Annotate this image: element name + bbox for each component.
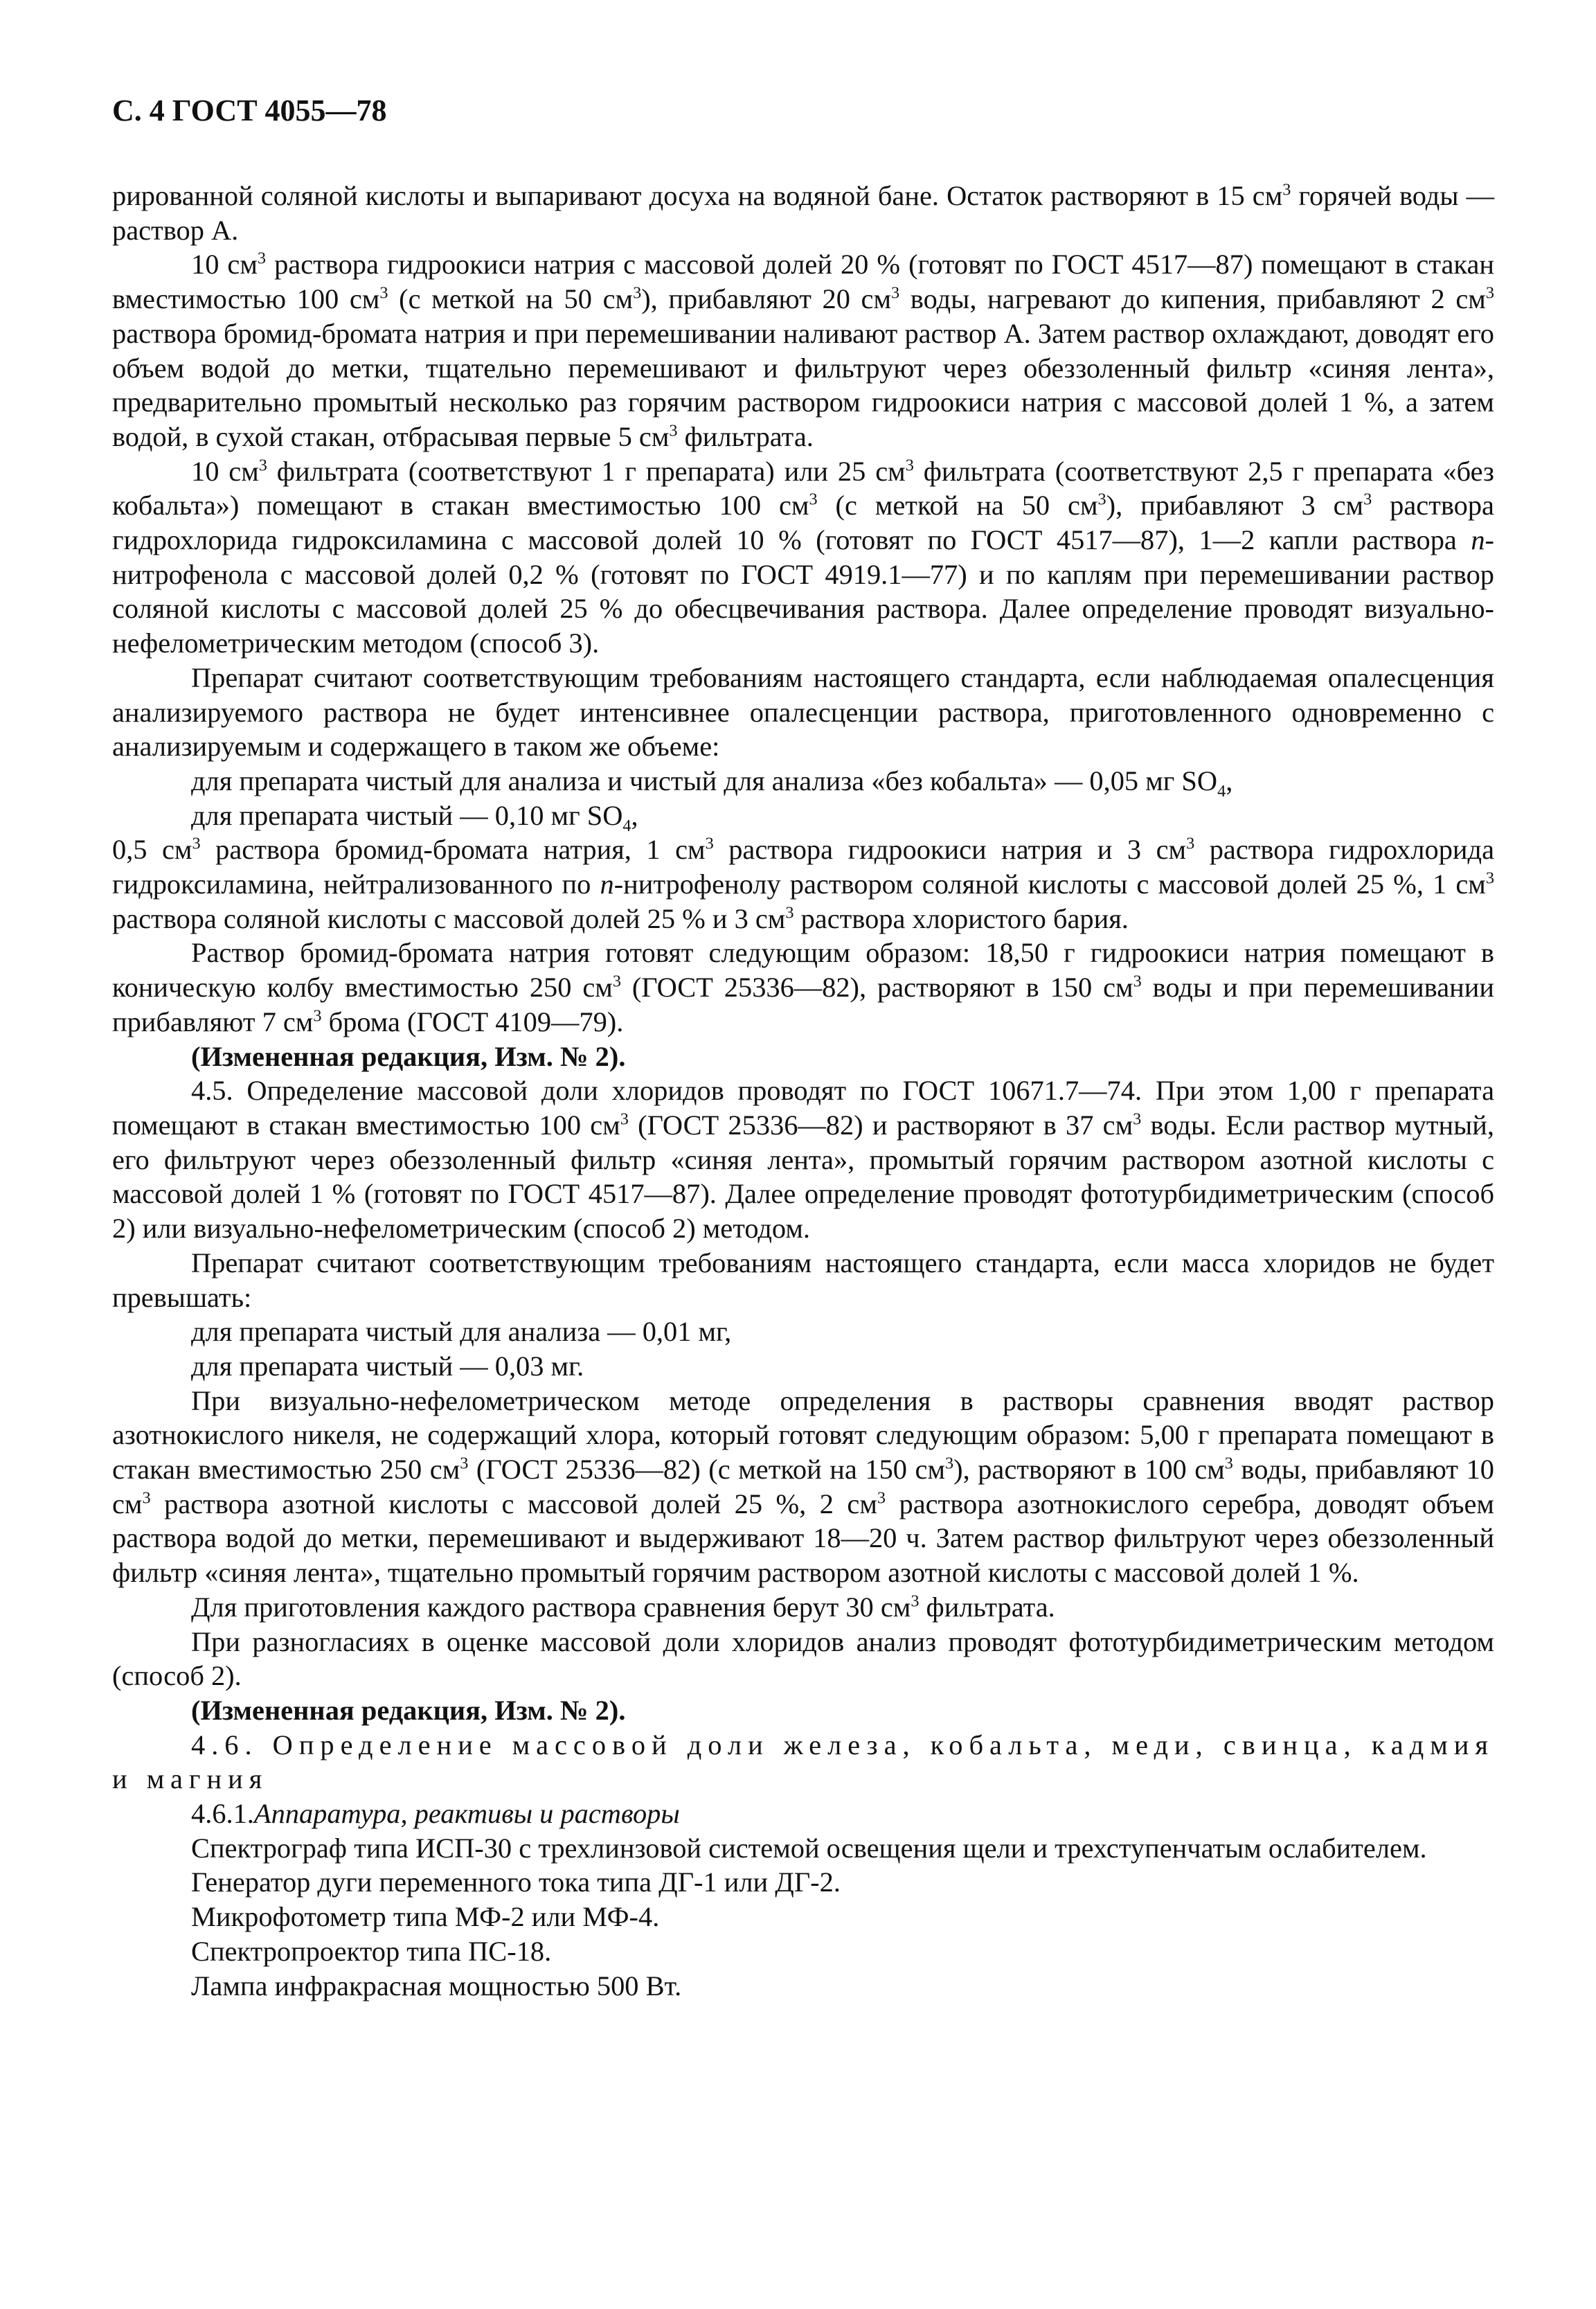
list-item: для препарата чистый для анализа — 0,01 мг, [191, 1316, 732, 1348]
subsection-title: Аппаратура, реактивы и растворы [253, 1798, 680, 1830]
subsection-4-6-1-heading [112, 1797, 1494, 1831]
list-item: для препарата чистый — 0,03 мг. [191, 1350, 584, 1382]
section-4-6-heading: 4.6. Определение массовой доли железа, кобальта, меди, свинца, кадмия и магния [112, 1729, 1494, 1795]
list-item: для препарата чистый для анализа и чистый для анализа «без кобальта» — 0,05 мг $SO_4$, [191, 765, 1233, 801]
list-item: Микрофотометр типа МФ-2 или МФ-4. [191, 1901, 660, 1933]
running-header: С. 4 ГОСТ 4055—78 [112, 93, 387, 127]
paragraph: 10 $см^3$ раствора гидроокиси натрия с массовой долей 20 % (готовят по ГОСТ 4517—87) помещают в стакан вместимостью 100 $см^3$ (с меткой на 50 $см^3$), прибавляют 20 $см^3$ воды, нагревают до кипения, прибавляют 2 $см^3$ раствора бромид-бромата натрия и при перемешивании наливают раствор А. Затем раствор охлаждают, доводят его объем водой до метки, тщательно перемешивают и фильтруют через обеззоленный фильтр «синяя лента», предварительно промытый несколько раз горячим раствором гидроокиси натрия с массовой долей 1 %, а затем водой, в сухой стакан, отбрасывая первые 5 $см^3$ фильтрата. [112, 249, 1494, 452]
paragraph: Препарат считают соответствующим требованиям настоящего стандарта, если масса хлоридов не будет превышать: [112, 1247, 1494, 1313]
paragraph: 0,5 $см^3$ раствора бромид-бромата натрия, 1 $см^3$ раствора гидроокиси натрия и 3 $см^3$ раствора гидрохлорида гидроксиламина, нейтрализованного по n-нитрофенолу раствором соляной кислоты с массовой долей 25 %, 1 $см^3$ раствора соляной кислоты с массовой долей 25 % и 3 $см^3$ раствора хлористого бария. [112, 834, 1495, 934]
paragraph: Раствор бромид-бромата натрия готовят следующим образом: 18,50 г гидроокиси натрия помещают в коническую колбу вместимостью 250 $см^3$ (ГОСТ 25336—82), растворяют в 150 $см^3$ воды и при перемешивании прибавляют 7 $см^3$ брома (ГОСТ 4109—79). [112, 937, 1494, 1037]
list-item: для препарата чистый — 0,10 мг $SO_4$, [191, 799, 638, 835]
section-4-5: 4.5. Определение массовой доли хлоридов проводят по ГОСТ 10671.7—74. При этом 1,00 г препарата помещают в стакан вместимостью 100 $см^3$ (ГОСТ 25336—82) и растворяют в 37 $см^3$ воды. Если раствор мутный, его фильтруют через обеззоленный фильтр «синяя лента», промытый горячим раствором азотной кислоты с массовой долей 1 % (готовят по ГОСТ 4517—87). Далее определение проводят фототурбидиметрическим (способ 2) или визуально-нефелометрическим (способ 2) методом. [112, 1075, 1494, 1245]
amendment-note: (Измененная редакция, Изм. № 2). [191, 1694, 626, 1726]
list-item: Спектропроектор типа ПС-18. [191, 1935, 552, 1967]
body-text [112, 179, 1494, 2003]
list-item: Генератор дуги переменного тока типа ДГ-1 или ДГ-2. [191, 1866, 841, 1898]
paragraph: При разногласиях в оценке массовой доли хлоридов анализ проводят фототурбидиметрическим методом (способ 2). [112, 1625, 1494, 1692]
paragraph: Для приготовления каждого раствора сравнения берут 30 $см^3$ фильтрата. [191, 1591, 1055, 1623]
subsection-number: 4.6.1. [191, 1798, 254, 1830]
paragraph: При визуально-нефелометрическом методе определения в растворы сравнения вводят раствор азотнокислого никеля, не содержащий хлора, который готовят следующим образом: 5,00 г препарата помещают в стакан вместимостью 250 $см^3$ (ГОСТ 25336—82) (с меткой на 150 $см^3$), растворяют в 100 $см^3$ воды, прибавляют 10 $см^3$ раствора азотной кислоты с массовой долей 25 %, 2 $см^3$ раствора азотнокислого серебра, доводят объем раствора водой до метки, перемешивают и выдерживают 18—20 ч. Затем раствор фильтруют через обеззоленный фильтр «синяя лента», тщательно промытый горячим раствором азотной кислоты с массовой долей 1 %. [112, 1384, 1494, 1589]
paragraph: Препарат считают соответствующим требованиям настоящего стандарта, если наблюдаемая опалесценция анализируемого раствора не будет интенсивнее опалесценции раствора, приготовленного одновременно с анализируемым и содержащего в таком же объеме: [112, 661, 1494, 763]
paragraph: Спектрограф типа ИСП-30 с трехлинзовой системой освещения щели и трехступенчатым ослабителем. [191, 1832, 1427, 1864]
paragraph: рированной соляной кислоты и выпаривают досуха на водяной бане. Остаток растворяют в 15 $см^3$ горячей воды — раствор А. [112, 180, 1494, 246]
list-item: Лампа инфракрасная мощностью 500 Вт. [191, 1970, 682, 2002]
amendment-note: (Измененная редакция, Изм. № 2). [191, 1040, 626, 1072]
paragraph: 10 $см^3$ фильтрата (соответствуют 1 г препарата) или 25 $см^3$ фильтрата (соответствуют 2,5 г препарата «без кобальта») помещают в стакан вместимостью 100 $см^3$ (с меткой на 50 $см^3$), прибавляют 3 $см^3$ раствора гидрохлорида гидроксиламина с массовой долей 10 % (готовят по ГОСТ 4517—87), 1—2 капли раствора n-нитрофенола с массовой долей 0,2 % (готовят по ГОСТ 4919.1—77) и по каплям при перемешивании раствор соляной кислоты с массовой долей 25 % до обесцвечивания раствора. Далее определение проводят визуально-нефелометрическим методом (способ 3). [112, 455, 1494, 659]
